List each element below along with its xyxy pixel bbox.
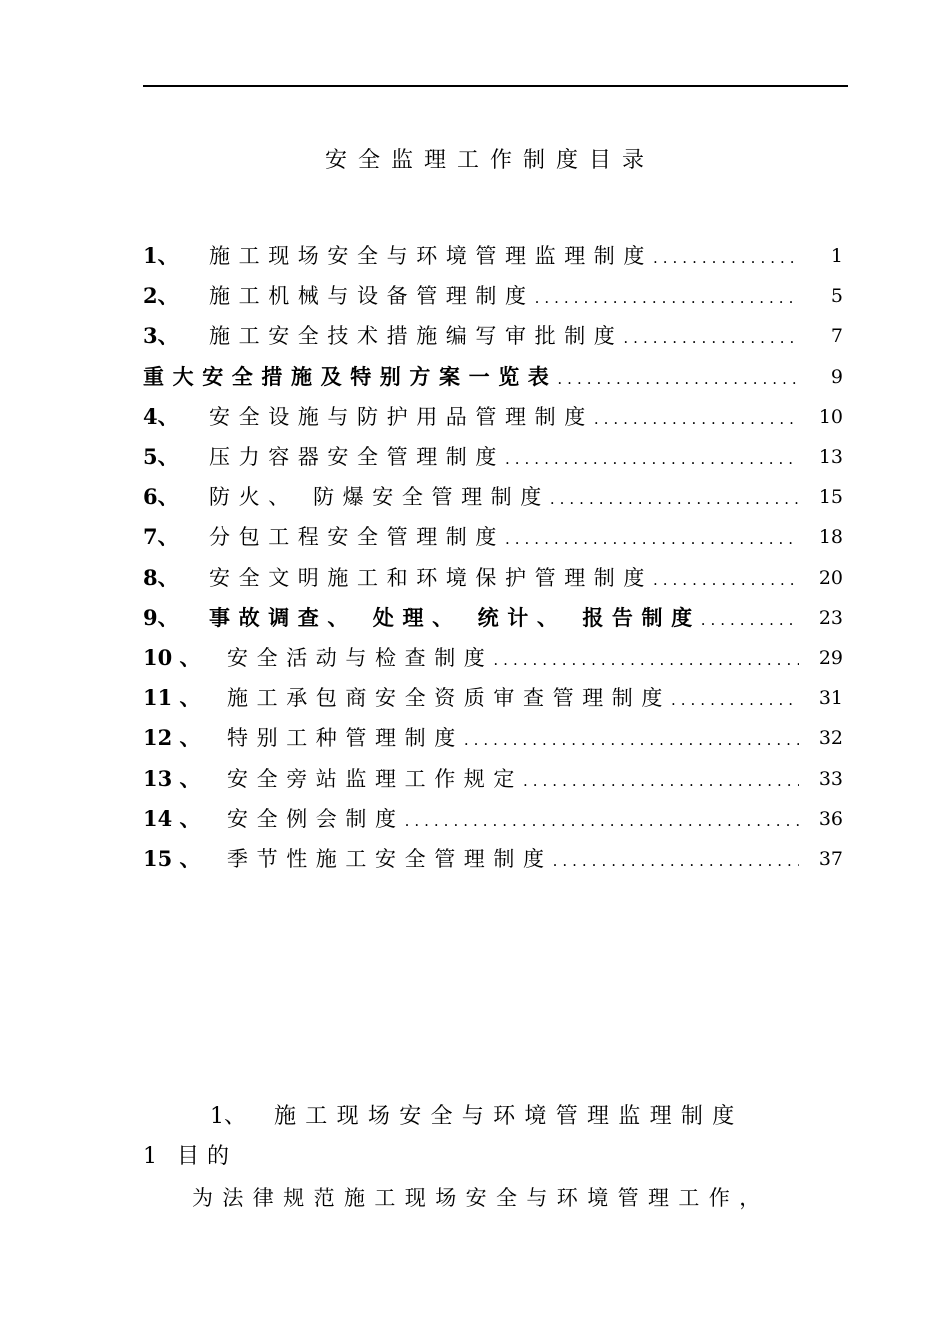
toc-entry[interactable] [143, 558, 843, 598]
toc-leader-dots [653, 240, 799, 272]
toc-entry-number: 3、 [143, 323, 179, 349]
toc-entry-title: 防火、 防爆安全管理制度 [209, 485, 550, 510]
toc-entry-page: 10 [818, 405, 843, 428]
toc-entry-page: 15 [818, 486, 843, 509]
toc-entry-page: 36 [818, 807, 843, 830]
toc-leader-dots [405, 803, 799, 835]
toc-entry[interactable] [143, 758, 843, 798]
toc-leader-dots [493, 642, 799, 674]
toc-entry[interactable] [143, 276, 843, 316]
toc-leader-dots [464, 722, 799, 754]
toc-entry[interactable] [143, 397, 843, 437]
toc-title: 安全监理工作制度目录 [324, 148, 655, 173]
section-number: 1、 [210, 1104, 246, 1129]
toc-entry-title: 重大安全措施及特别方案一览表 [143, 364, 558, 389]
toc-entry[interactable] [143, 517, 843, 557]
toc-entry-title: 安全旁站监理工作规定 [227, 766, 523, 791]
toc-leader-dots [550, 481, 799, 513]
toc-entry-number: 5、 [143, 444, 179, 470]
toc-entry-page: 33 [818, 767, 843, 790]
toc-entry-title: 特别工种管理制度 [227, 726, 464, 751]
toc-entry-number: 11 、 [143, 685, 201, 711]
toc-entry-number: 4、 [143, 403, 179, 429]
toc-entry-page: 13 [818, 446, 843, 469]
toc-entry-title: 事故调查、 处理、 统计、 报告制度 [209, 605, 701, 630]
toc-entry-title: 安全活动与检查制度 [227, 645, 494, 670]
toc-entry-title: 安全例会制度 [227, 806, 405, 831]
toc-entry[interactable] [143, 598, 843, 638]
toc-entry-number: 14 、 [143, 805, 201, 831]
toc-entry[interactable] [143, 357, 843, 397]
toc-entry-page: 5 [830, 285, 843, 308]
toc-entry-number: 10 、 [143, 644, 201, 670]
toc-entry-page: 1 [830, 245, 843, 268]
toc-entry-page: 32 [818, 727, 843, 750]
toc-entry-title: 施工机械与设备管理制度 [209, 284, 535, 309]
toc-entry-page: 29 [818, 646, 843, 669]
toc-entry-number: 6、 [143, 484, 179, 510]
toc-leader-dots [671, 682, 799, 714]
toc-entry-page: 7 [830, 325, 843, 348]
toc-leader-dots [505, 441, 799, 473]
toc-entry-title: 施工承包商安全资质审查管理制度 [227, 686, 671, 711]
toc-entry-title: 季节性施工安全管理制度 [227, 846, 553, 871]
toc-entry-number: 1、 [143, 243, 179, 269]
toc-entry[interactable] [143, 316, 843, 356]
toc-entry-title: 分包工程安全管理制度 [209, 525, 505, 550]
toc-leader-dots [535, 280, 799, 312]
subsection-title: 目的 [177, 1144, 238, 1169]
toc-entry-number: 12 、 [143, 725, 201, 751]
toc-entry-number: 13 、 [143, 765, 201, 791]
toc-entry[interactable] [143, 839, 843, 879]
table-of-contents [143, 236, 843, 879]
toc-leader-dots [701, 602, 799, 634]
toc-entry-number: 7、 [143, 524, 179, 550]
toc-entry-title: 压力容器安全管理制度 [209, 445, 505, 470]
section-heading [210, 1101, 744, 1133]
toc-leader-dots [594, 401, 799, 433]
toc-leader-dots [557, 361, 799, 393]
toc-leader-dots [505, 521, 799, 553]
section-title: 施工现场安全与环境管理监理制度 [274, 1104, 744, 1129]
toc-entry-page: 9 [830, 365, 843, 388]
toc-entry-number: 9、 [143, 604, 179, 630]
toc-entry[interactable] [143, 718, 843, 758]
toc-entry-title: 施工现场安全与环境管理监理制度 [209, 244, 653, 269]
toc-entry[interactable] [143, 477, 843, 517]
toc-entry-number: 15 、 [143, 845, 201, 871]
toc-entry[interactable] [143, 236, 843, 276]
toc-leader-dots [523, 763, 799, 795]
toc-entry-title: 施工安全技术措施编写审批制度 [209, 324, 624, 349]
toc-entry[interactable] [143, 437, 843, 477]
toc-entry-page: 20 [818, 566, 843, 589]
toc-entry-page: 23 [818, 606, 843, 629]
toc-entry[interactable] [143, 638, 843, 678]
subsection-number: 1 [143, 1144, 157, 1169]
toc-entry-page: 37 [818, 847, 843, 870]
toc-leader-dots [623, 320, 799, 352]
toc-entry[interactable] [143, 678, 843, 718]
toc-entry-title: 安全文明施工和环境保护管理制度 [209, 565, 653, 590]
header-rule [143, 85, 848, 87]
toc-entry-number: 8、 [143, 564, 179, 590]
subsection-heading [143, 1142, 237, 1172]
toc-entry-page: 31 [818, 687, 843, 710]
toc-entry-page: 18 [818, 526, 843, 549]
toc-leader-dots [553, 843, 799, 875]
toc-leader-dots [653, 562, 799, 594]
toc-entry[interactable] [143, 799, 843, 839]
toc-entry-title: 安全设施与防护用品管理制度 [209, 404, 594, 429]
body-paragraph: 为法律规范施工现场安全与环境管理工作， [192, 1186, 770, 1210]
toc-entry-number: 2、 [143, 283, 179, 309]
